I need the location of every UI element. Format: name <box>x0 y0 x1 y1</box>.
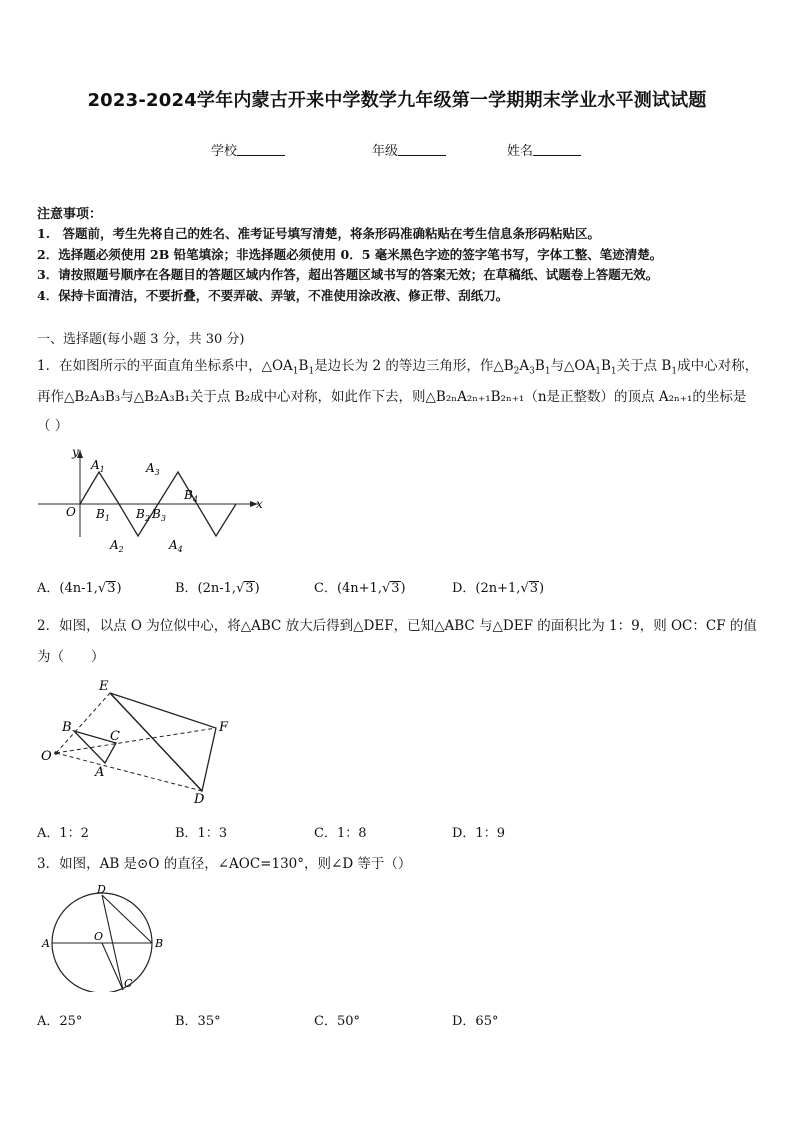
school-blank <box>237 143 285 156</box>
q3-option-d[interactable]: D．65° <box>452 1014 499 1029</box>
label-E: E <box>99 679 109 694</box>
label-B2: $B_2$ <box>136 507 150 523</box>
q2-text-line1: 2．如图，以点 O 为位似中心，将△ABC 放大后得到△DEF，已知△ABC 与△DEF 的面积比为 1：9，则 OC：CF 的值 <box>37 618 757 634</box>
q3-circle-figure <box>36 884 166 992</box>
name-field <box>507 140 581 159</box>
q1-text-line1: 1．在如图所示的平面直角坐标系中，$\triangle OA_1B_1$是边长为 2 的等边三角形，作$\triangle B_2A_3B_1$与$\triangle OA_1B_1$关于点 $B_1$成中心对称， <box>37 358 759 377</box>
section-heading: 一、选择题(每小题 3 分，共 30 分) <box>37 332 245 347</box>
grade-field <box>372 140 446 159</box>
notes-heading: 注意事项： <box>37 207 103 222</box>
y-axis-label: y <box>72 445 79 459</box>
school-label: 学校 <box>211 144 238 159</box>
label-A3: $A_3$ <box>146 461 160 477</box>
q3-text-line1: 3．如图，AB 是⊙O 的直径，∠AOC=130°，则∠D 等于（） <box>37 856 412 872</box>
label-F: F <box>219 720 229 735</box>
label-B1: $B_1$ <box>96 507 110 523</box>
label-O: O <box>41 749 52 764</box>
q2-option-c[interactable]: C．1：8 <box>314 826 367 841</box>
x-axis-label: x <box>256 497 263 511</box>
q3-option-a[interactable]: A．25° <box>37 1014 83 1029</box>
q2-option-a[interactable]: A．1：2 <box>37 826 89 841</box>
label-A: A <box>42 937 50 950</box>
q2-option-d[interactable]: D．1：9 <box>452 826 505 841</box>
note-item: 2．选择题必须使用 2B 铅笔填涂；非选择题必须使用 0．5 毫米黑色字迹的签字笔书写，字体工整、笔迹清楚。 <box>37 247 663 262</box>
grade-blank <box>398 143 446 156</box>
q1-option-a[interactable]: A．(4n-1,√3) <box>37 581 122 596</box>
note-item: 1. 答题前，考生先将自己的姓名、准考证号填写清楚，将条形码准确粘贴在考生信息条形码粘贴区。 <box>37 226 601 241</box>
note-item: 3．请按照题号顺序在各题目的答题区域内作答，超出答题区域书写的答案无效；在草稿纸、试题卷上答题无效。 <box>37 267 659 282</box>
segment-DB <box>102 895 152 943</box>
grade-label: 年级 <box>372 144 399 159</box>
label-A4: $A_4$ <box>169 538 183 554</box>
ray-OD <box>56 753 202 791</box>
label-B: B <box>62 720 72 735</box>
name-blank <box>533 143 581 156</box>
q1-coordinate-figure <box>30 442 270 557</box>
label-C: C <box>110 729 120 744</box>
ray-OF <box>56 728 216 753</box>
q2-option-b[interactable]: B．1：3 <box>175 826 228 841</box>
label-A: A <box>95 765 105 780</box>
q1-option-c[interactable]: C．(4n+1,√3) <box>314 581 406 596</box>
name-label: 姓名 <box>507 144 534 159</box>
q1-text-line2: 再作△B₂A₃B₃与△B₂A₃B₁关于点 B₂成中心对称，如此作下去，则△B₂ₙA₂ₙ₊₁B₂ₙ₊₁（n是正整数）的顶点 A₂ₙ₊₁的坐标是 <box>37 389 747 405</box>
label-C: C <box>124 977 133 990</box>
label-B: B <box>155 937 164 950</box>
label-D: D <box>194 792 205 807</box>
exam-title: 2023-2024学年内蒙古开来中学数学九年级第一学期期末学业水平测试试题 <box>87 90 707 111</box>
school-field <box>211 140 285 159</box>
q3-option-c[interactable]: C．50° <box>314 1014 360 1029</box>
label-O: O <box>94 930 104 943</box>
label-D: D <box>97 884 106 896</box>
label-B4: $B_4$ <box>184 488 198 504</box>
q1-option-b[interactable]: B．(2n-1,√3) <box>175 581 260 596</box>
segment-OC <box>102 943 123 990</box>
q2-homothety-figure <box>36 674 246 809</box>
q3-option-b[interactable]: B．35° <box>175 1014 221 1029</box>
origin-label: O <box>66 505 76 519</box>
point-O <box>54 751 58 755</box>
q1-option-d[interactable]: D．(2n+1,√3) <box>452 581 545 596</box>
note-item: 4．保持卡面清洁，不要折叠，不要弄破、弄皱，不准使用涂改液、修正带、刮纸刀。 <box>37 288 509 303</box>
q1-text-line3: （ ） <box>37 418 69 434</box>
label-A2: $A_2$ <box>110 538 124 554</box>
q2-text-line2: 为（ ） <box>37 649 105 665</box>
label-B3: $B_3$ <box>152 507 166 523</box>
label-A1: $A_1$ <box>91 458 105 474</box>
